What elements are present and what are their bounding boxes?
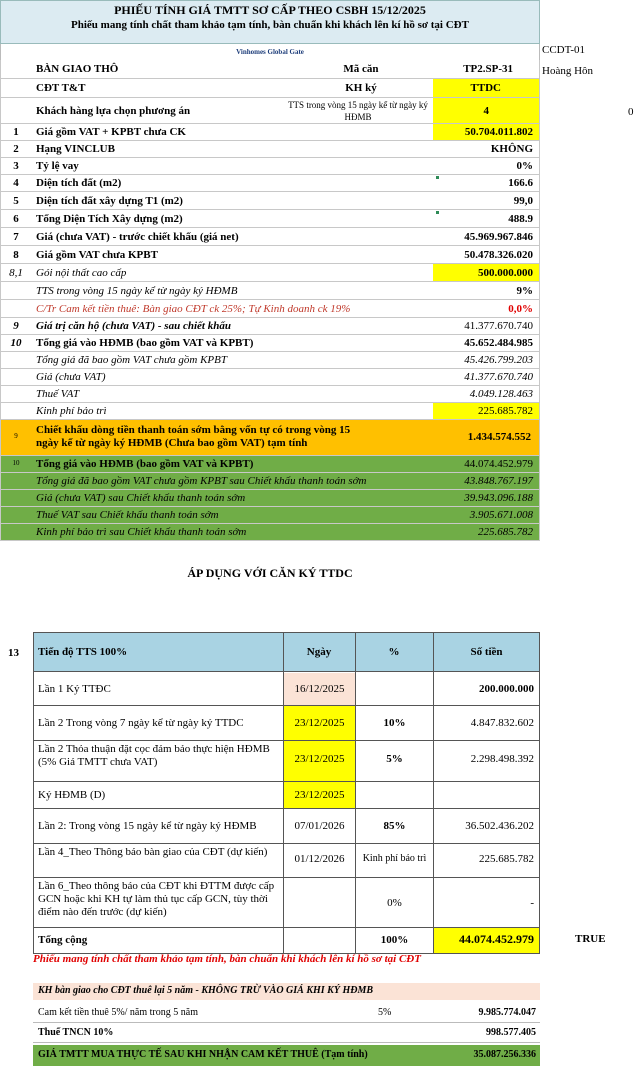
unit-code-label: Mã căn bbox=[343, 63, 379, 75]
stage-date: 16/12/2025 bbox=[294, 683, 345, 695]
price-row bbox=[0, 403, 540, 420]
row-line bbox=[33, 843, 540, 844]
stage-text: Lần 4_Theo Thông báo bàn giao của CĐT (dự kiến) bbox=[38, 846, 268, 858]
true-flag: TRUE bbox=[575, 933, 606, 945]
price-row bbox=[0, 264, 540, 282]
row-label: Gói nội thất cao cấp bbox=[36, 267, 127, 279]
rent-tax-value: 998.577.405 bbox=[486, 1027, 536, 1038]
price-row bbox=[0, 210, 540, 228]
price-row bbox=[0, 246, 540, 264]
row-label: Tổng giá đã bao gồm VAT chưa gồm KPBT bbox=[36, 354, 227, 366]
stage-date: 23/12/2025 bbox=[294, 753, 345, 765]
row-value: 45.426.799.203 bbox=[464, 354, 533, 366]
stage-text: Lần 6_Theo thông báo của CĐT khi ĐTTM được cấp GCN hoặc khi KH tự làm thủ tục cấp GCN, tùy thời điểm nào đến trước (dự kiến) bbox=[38, 880, 275, 918]
stage-amount: 225.685.782 bbox=[479, 853, 534, 865]
row-num: 1 bbox=[13, 126, 19, 138]
row-num: 2 bbox=[13, 143, 19, 155]
stage-amount: 2.298.498.392 bbox=[470, 753, 534, 765]
row-label: Hạng VINCLUB bbox=[36, 143, 115, 155]
row-label: C/Tr Cam kết tiền thuê: Bàn giao CĐT ck 25%; Tự Kinh doanh ck 19% bbox=[36, 303, 351, 315]
col-divider bbox=[539, 632, 540, 954]
row-value: 50.704.011.802 bbox=[464, 126, 533, 138]
stage-amount: - bbox=[530, 897, 534, 909]
row-label: Thuế VAT bbox=[36, 388, 80, 400]
option-desc: TTS trong vòng 15 ngày kể từ ngày ký HĐMB bbox=[288, 100, 428, 122]
sign-value: TTDC bbox=[470, 82, 501, 94]
row-num: 5 bbox=[13, 195, 19, 207]
row-value: 39.943.096.188 bbox=[464, 492, 533, 504]
row-label: Giá gồm VAT chưa KPBT bbox=[36, 249, 158, 261]
stage-amount: 36.502.436.202 bbox=[465, 820, 534, 832]
header-stage: Tiến độ TTS 100% bbox=[38, 646, 128, 658]
header-date: Ngày bbox=[306, 646, 332, 658]
header-amount: Số tiền bbox=[470, 646, 503, 658]
row-value: 41.377.670.740 bbox=[464, 320, 533, 332]
row-num: 10 bbox=[10, 337, 22, 349]
row-value: 45.969.967.846 bbox=[464, 231, 533, 243]
rent-heading: KH bàn giao cho CĐT thuê lại 5 năm - KHÔNG TRỪ VÀO GIÁ KHI KÝ HĐMB bbox=[38, 985, 374, 996]
row-value: 45.652.484.985 bbox=[464, 337, 533, 349]
side-zero: 0 bbox=[628, 106, 634, 118]
row-value: 43.848.767.197 bbox=[464, 475, 533, 487]
row-num: 8,1 bbox=[9, 267, 23, 279]
row-label: Chiết khấu dòng tiền thanh toán sớm bằng vốn tự có trong vòng 15 ngày kể từ ngày ký HĐMB (Chưa bao gồm VAT) tạm tính bbox=[36, 424, 351, 449]
page-subtitle: Phiếu mang tính chất tham khảo tạm tính, bàn chuẩn khi khách lên kí hồ sơ tại CĐT bbox=[71, 19, 469, 31]
row-value: 4.049.128.463 bbox=[469, 388, 533, 400]
row-label: Tỷ lệ vay bbox=[36, 160, 79, 172]
row-value: KHÔNG bbox=[490, 143, 533, 155]
row-label: Diện tích đất (m2) bbox=[36, 177, 122, 189]
discount-row bbox=[0, 420, 540, 456]
price-row bbox=[0, 369, 540, 386]
row-num: 9 bbox=[14, 432, 18, 440]
footnote: Phiếu mang tính chất tham khảo tạm tính, bàn chuẩn khi khách lên kí hồ sơ tại CĐT bbox=[33, 953, 421, 965]
row-num: 9 bbox=[13, 320, 19, 332]
project-name: Vinhomes Global Gate bbox=[0, 44, 540, 60]
row-label: Giá trị căn hộ (chưa VAT) - sau chiết khấu bbox=[36, 320, 231, 332]
stage-pct: 10% bbox=[383, 717, 406, 729]
row-value: 3.905.671.008 bbox=[469, 509, 533, 521]
row-value: 99,0 bbox=[513, 195, 533, 207]
header-pct: % bbox=[388, 646, 400, 658]
row-value: 166.6 bbox=[508, 177, 533, 189]
rent-final-value: 35.087.256.336 bbox=[473, 1049, 536, 1060]
stage-text: Lần 2 Thỏa thuận đặt cọc đảm bảo thực hiện HĐMB (5% Giá TMTT chưa VAT) bbox=[38, 743, 270, 768]
stage-text: Lần 2: Trong vòng 15 ngày kể từ ngày ký HĐMB bbox=[38, 820, 257, 832]
row-value: 488.9 bbox=[508, 213, 533, 225]
stage-text: Ký HĐMB (D) bbox=[38, 789, 106, 801]
total-pct: 100% bbox=[380, 934, 409, 946]
info-row-handover bbox=[0, 60, 540, 79]
rent-commit-pct: 5% bbox=[378, 1007, 392, 1018]
row-value: 41.377.670.740 bbox=[464, 371, 533, 383]
green-row bbox=[0, 507, 540, 524]
row-num: 4 bbox=[13, 177, 19, 189]
row-num: 6 bbox=[13, 213, 19, 225]
rent-final-label: GIÁ TMTT MUA THỰC TẾ SAU KHI NHẬN CAM KẾT THUÊ (Tạm tính) bbox=[38, 1049, 368, 1060]
row-line bbox=[33, 877, 540, 878]
row-label: Giá gồm VAT + KPBT chưa CK bbox=[36, 126, 186, 138]
stage-pct: 0% bbox=[387, 897, 402, 909]
row-label: Tổng giá vào HĐMB (bao gồm VAT và KPBT) bbox=[36, 458, 254, 470]
stage-amount: 200.000.000 bbox=[479, 683, 534, 695]
stage-amount: 4.847.832.602 bbox=[470, 717, 534, 729]
stage-pct: 5% bbox=[386, 753, 403, 765]
stage-text: Lần 1 Ký TTĐC bbox=[38, 683, 111, 695]
rent-tax-label: Thuế TNCN 10% bbox=[38, 1027, 114, 1038]
price-row bbox=[0, 124, 540, 141]
price-row bbox=[0, 352, 540, 369]
row-value: 9% bbox=[516, 285, 533, 297]
row-label: Diện tích đất xây dựng T1 (m2) bbox=[36, 195, 183, 207]
handover-label: BÀN GIAO THÔ bbox=[36, 63, 119, 75]
stage-pct: Kinh phí bảo trì bbox=[362, 853, 427, 864]
option-label: Khách hàng lựa chọn phương án bbox=[36, 105, 191, 117]
row-value: 0% bbox=[516, 160, 533, 172]
option-value: 4 bbox=[483, 105, 489, 117]
green-row bbox=[0, 456, 540, 473]
price-row bbox=[0, 228, 540, 246]
row-label: Giá (chưa VAT) - trước chiết khấu (giá net) bbox=[36, 231, 239, 243]
price-row bbox=[0, 318, 540, 335]
green-row bbox=[0, 473, 540, 490]
price-row bbox=[0, 175, 540, 192]
green-row bbox=[0, 524, 540, 541]
row-label: TTS trong vòng 15 ngày kể từ ngày ký HĐMB bbox=[36, 285, 238, 297]
row-label: Tổng giá vào HĐMB (bao gồm VAT và KPBT) bbox=[36, 337, 254, 349]
page-title: PHIẾU TÍNH GIÁ TMTT SƠ CẤP THEO CSBH 15/12/2025 bbox=[114, 3, 426, 17]
row-label: Tổng giá đã bao gồm VAT chưa gồm KPBT sau Chiết khấu thanh toán sớm bbox=[36, 475, 367, 487]
info-row-cdt bbox=[0, 79, 540, 98]
unit-code: TP2.SP-31 bbox=[463, 63, 513, 75]
stage-pct: 85% bbox=[383, 820, 406, 832]
total-amount: 44.074.452.979 bbox=[459, 932, 534, 946]
cell-marker bbox=[436, 211, 439, 214]
side-code: CCDT-01 bbox=[542, 44, 585, 56]
schedule-num: 13 bbox=[8, 647, 19, 659]
cdt-label: CĐT T&T bbox=[36, 82, 86, 94]
info-row-option bbox=[0, 98, 540, 124]
col-divider bbox=[33, 632, 34, 954]
row-value: 225.685.782 bbox=[478, 526, 533, 538]
row-num: 8 bbox=[13, 249, 19, 261]
stage-date: 23/12/2025 bbox=[294, 789, 345, 801]
rent-commit-value: 9.985.774.047 bbox=[478, 1007, 536, 1018]
green-row bbox=[0, 490, 540, 507]
price-row bbox=[0, 282, 540, 300]
row-value: 0,0% bbox=[508, 303, 533, 315]
cell-marker bbox=[436, 176, 439, 179]
row-label: Tổng Diện Tích Xây dựng (m2) bbox=[36, 213, 183, 225]
row-num: 7 bbox=[13, 231, 19, 243]
row-label: Giá (chưa VAT) bbox=[36, 371, 106, 383]
total-label: Tổng cộng bbox=[38, 934, 88, 946]
row-num: 3 bbox=[13, 160, 19, 172]
row-label: Giá (chưa VAT) sau Chiết khấu thanh toán sớm bbox=[36, 492, 246, 504]
row-line bbox=[33, 808, 540, 809]
price-row bbox=[0, 141, 540, 158]
row-value: 50.478.326.020 bbox=[464, 249, 533, 261]
sign-label: KH ký bbox=[345, 82, 377, 94]
price-row bbox=[0, 192, 540, 210]
side-direction: Hoàng Hôn bbox=[542, 65, 594, 77]
row-label: Kinh phí bảo trì bbox=[36, 405, 107, 417]
row-value: 500.000.000 bbox=[478, 267, 533, 279]
price-row bbox=[0, 386, 540, 403]
row-value: 44.074.452.979 bbox=[464, 458, 533, 470]
price-row bbox=[0, 300, 540, 318]
price-row bbox=[0, 335, 540, 352]
price-row bbox=[0, 158, 540, 175]
row-value: 1.434.574.552 bbox=[467, 431, 531, 443]
apply-heading: ÁP DỤNG VỚI CĂN KÝ TTDC bbox=[187, 566, 353, 580]
row-num: 10 bbox=[12, 459, 20, 467]
rent-commit-label: Cam kết tiền thuê 5%/ năm trong 5 năm bbox=[38, 1007, 198, 1018]
row-label: Kinh phí bảo trì sau Chiết khấu thanh toán sớm bbox=[36, 526, 247, 538]
stage-date: 23/12/2025 bbox=[294, 717, 345, 729]
row-value: 225.685.782 bbox=[478, 405, 533, 417]
row-label: Thuế VAT sau Chiết khấu thanh toán sớm bbox=[36, 509, 219, 521]
stage-date: 01/12/2026 bbox=[294, 853, 345, 865]
stage-date: 07/01/2026 bbox=[294, 820, 345, 832]
stage-text: Lần 2 Trong vòng 7 ngày kể từ ngày ký TTDC bbox=[38, 717, 244, 729]
